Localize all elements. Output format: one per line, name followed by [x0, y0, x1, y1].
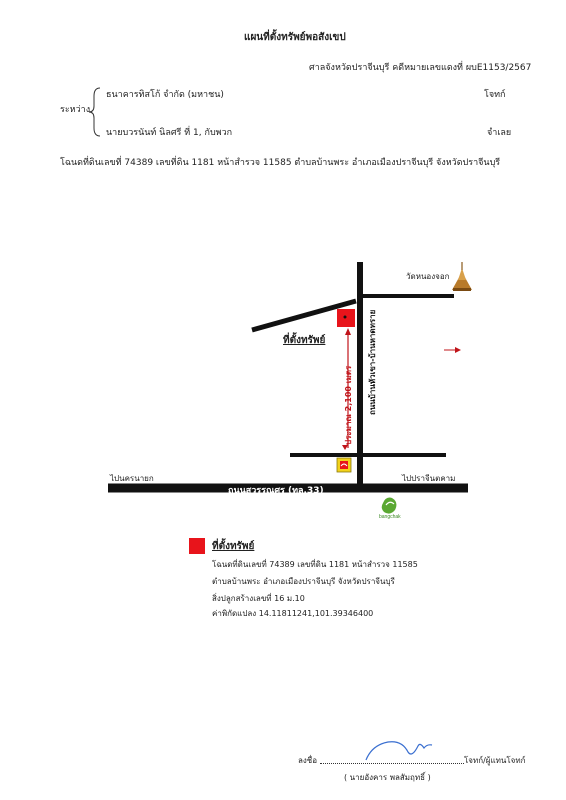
main-road-label: ถนนสุวรรณศร (ทล.33) — [228, 486, 324, 496]
legend-line-1: โฉนดที่ดินเลขที่ 74389 เลขที่ดิน 1181 หน้าสำรวจ 11585 — [212, 560, 418, 569]
court-case-line: ศาลจังหวัดปราจีนบุรี คดีหมายเลขแดงที่ ผบE1153/2567 — [309, 63, 532, 73]
legend-line-4: ค่าพิกัดแปลง 14.11811241,101.39346400 — [212, 609, 374, 618]
legend-line-3: สิ่งปลูกสร้างเลขที่ 16 ม.10 — [212, 594, 305, 603]
document-title: แผนที่ตั้งทรัพย์พอสังเขป — [244, 32, 346, 43]
distance-label: ประมาณ 2,100 เมตร — [344, 365, 353, 445]
bangchak-logo-icon — [382, 498, 397, 514]
defendant-role: จำเลย — [487, 128, 512, 138]
gas-station-icon — [337, 458, 351, 472]
legend-swatch — [189, 538, 205, 554]
signature-dotted-line — [320, 763, 464, 764]
right-destination-label: ไปปราจีนตคาม — [402, 474, 456, 483]
signature-scribble — [366, 742, 432, 760]
plaintiff-role: โจทก์ — [484, 90, 506, 100]
side-road-label: ถนนบ้านหัวเขา-บ้านหาดทราย — [368, 309, 377, 415]
bangchak-label: bangchak — [379, 514, 401, 520]
defendant-name: นายบวรนันท์ นิลศรี ที่ 1, กับพวก — [106, 128, 233, 138]
gas-pointer-arrow — [342, 445, 348, 450]
property-label: ที่ตั้งทรัพย์ — [283, 335, 326, 346]
temple-icon — [452, 262, 472, 291]
left-destination-label: ไปนครนายก — [110, 474, 154, 483]
property-description: โฉนดที่ดินเลขที่ 74389 เลขที่ดิน 1181 หน้าสำรวจ 11585 ตำบลบ้านพระ อำเภอเมืองปราจีนบุรี จังหวัดปราจีนบุรี — [60, 158, 501, 168]
temple-label: วัดหนองจอก — [406, 272, 450, 281]
distance-arrow-head — [345, 328, 351, 335]
signature-prefix: ลงชื่อ — [298, 756, 318, 765]
between-label: ระหว่าง — [60, 105, 91, 115]
plaintiff-name: ธนาคารทิสโก้ จำกัด (มหาชน) — [106, 90, 224, 100]
signature-suffix: โจทก์/ผู้แทนโจทก์ — [464, 756, 526, 765]
legend-title: ที่ตั้งทรัพย์ — [212, 541, 255, 552]
legend-line-2: ตำบลบ้านพระ อำเภอเมืองปราจีนบุรี จังหวัดปราจีนบุรี — [212, 577, 395, 586]
property-dot — [344, 316, 347, 319]
direction-arrow-head — [455, 347, 461, 353]
signer-name: ( นายอังคาร พลสัมฤทธิ์ ) — [344, 773, 431, 782]
